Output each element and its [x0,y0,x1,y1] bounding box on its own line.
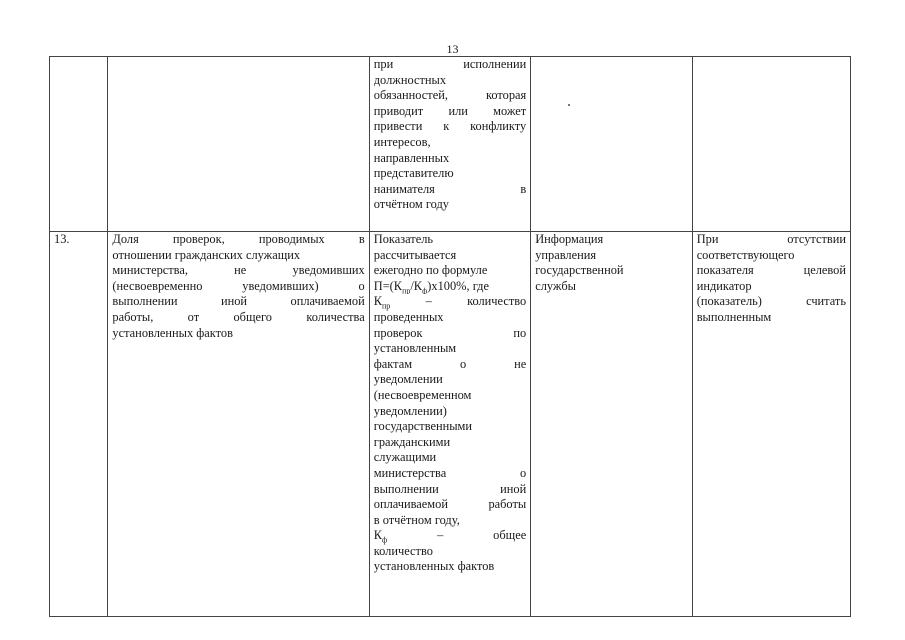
word: направленных [373,150,450,165]
text-line [697,232,846,248]
text-line [697,263,846,279]
word: – [425,294,432,309]
word: по [513,325,527,340]
word: фактам [373,356,413,371]
text-line [697,279,846,295]
word: $К_{пр}$ [373,294,391,311]
cell-indicator-name [108,57,369,232]
text-line [374,388,526,404]
text-line [374,404,526,420]
word: от [187,309,200,324]
text-line [374,513,526,529]
word: не [234,263,247,278]
text-line [535,263,687,279]
text-line [374,263,526,279]
row-number: 13. [54,232,70,246]
cell-data-source [531,232,692,617]
word: представителю [373,166,454,181]
word: общее [493,528,527,543]
word: в [358,232,365,246]
text-line [374,197,526,213]
text-line [112,263,364,279]
text-line [112,232,364,248]
cell-number [50,232,108,617]
word: управления [535,247,597,262]
cell-calculation-method [369,232,530,617]
word: рассчитывается [373,247,457,262]
word: государственными [373,419,473,434]
word: отчётном году [373,197,449,212]
word: министерства [373,465,447,480]
word: Показатель [373,232,434,246]
word: исполнении [463,57,527,71]
word: – [437,528,444,543]
word: количество [467,294,527,309]
word: не [514,356,527,371]
word: проведенных [373,309,444,324]
text-line [374,88,526,104]
cell-number [50,57,108,232]
word: гражданскими [373,434,451,449]
text-line [374,73,526,89]
text-line [112,279,364,295]
cell-indicator-name [108,232,369,617]
word: работы, [112,309,154,324]
text-line [697,310,846,326]
word: может [493,103,527,118]
word: в отчётном году, [373,512,460,527]
text-line [374,135,526,151]
word: привести [373,119,423,134]
word: выполненным [696,309,772,324]
text-line [374,232,526,248]
word: $П=(К_{пр}/К_ф)х100\%$, где [373,278,489,295]
word: целевой [803,263,846,278]
word: При [696,232,719,246]
text-line [374,372,526,388]
word: количества [306,309,365,324]
text-line [697,248,846,264]
text-line [374,341,526,357]
word: иной [500,481,527,496]
text-line [374,326,526,342]
word: министерства, [112,263,188,278]
text-line [112,294,364,310]
word: ежегодно по формуле [373,263,488,278]
text-line [374,279,526,295]
word: отношении гражданских служащих [112,247,301,262]
cell-calculation-method [369,57,530,232]
text-line [112,248,364,264]
text-line [535,248,687,264]
word: государственной [535,263,624,278]
word: (показатель) [696,294,762,309]
word: общего [233,309,272,324]
word: которая [485,88,527,103]
word: считать [806,294,846,309]
scan-speck [568,104,570,106]
text-line [374,450,526,466]
text-line [374,544,526,560]
text-line [374,182,526,198]
text-line [374,294,526,310]
page-number: 13 [446,42,459,56]
word: показателя [696,263,754,278]
text-line [374,419,526,435]
word: о [358,278,365,293]
word: интересов, [373,134,431,149]
word: выполнении [373,481,439,496]
text-line [374,482,526,498]
word: (несвоевременном [373,387,472,402]
word: уведомивших) [242,278,319,293]
text-line [374,248,526,264]
text-line [374,528,526,544]
word: служащими [373,450,437,465]
word: службы [535,278,576,293]
word: нанимателя [373,181,435,196]
cell-note [692,57,850,232]
word: уведомлении [373,372,443,387]
word: соответствующего [696,247,795,262]
word: проверок, [172,232,225,246]
cell-data-source [531,57,692,232]
text-line [374,310,526,326]
text-line [374,466,526,482]
word: Доля [112,232,139,246]
word: установленным [373,341,457,356]
word: о [459,356,467,371]
cell-note [692,232,850,617]
text-line [374,435,526,451]
word: в [520,181,527,196]
word: при [373,57,394,71]
text-line [697,294,846,310]
word: должностных [373,72,447,87]
word: $К_ф$ [373,528,388,545]
text-line [112,326,364,342]
word: (несвоевременно [112,278,203,293]
word: Информация [535,232,604,246]
text-line [374,151,526,167]
indicator-table [49,56,851,617]
table-row [50,57,851,232]
word: отсутствии [787,232,846,246]
table-row [50,232,851,617]
text-line [374,357,526,373]
text-line [535,232,687,248]
text-line [374,166,526,182]
text-line [374,104,526,120]
word: уведомивших [292,263,365,278]
word: иной [220,294,248,309]
text-line [112,310,364,326]
word: индикатор [696,278,752,293]
word: приводит [373,103,424,118]
text-line [535,279,687,295]
text-line [374,119,526,135]
word: обязанностей, [373,88,448,103]
word: оплачиваемой [373,497,448,512]
word: конфликту [470,119,527,134]
word: установленных фактов [373,559,495,574]
word: проверок [373,325,423,340]
word: проводимых [258,232,325,246]
word: установленных фактов [112,325,233,340]
word: или [448,103,468,118]
text-line [374,57,526,73]
word: работы [488,497,527,512]
word: оплачиваемой [290,294,365,309]
word: выполнении [112,294,178,309]
word: уведомлении) [373,403,447,418]
text-line [374,559,526,575]
word: о [520,465,527,480]
text-line [374,497,526,513]
word: количество [373,543,433,558]
word: к [443,119,450,134]
